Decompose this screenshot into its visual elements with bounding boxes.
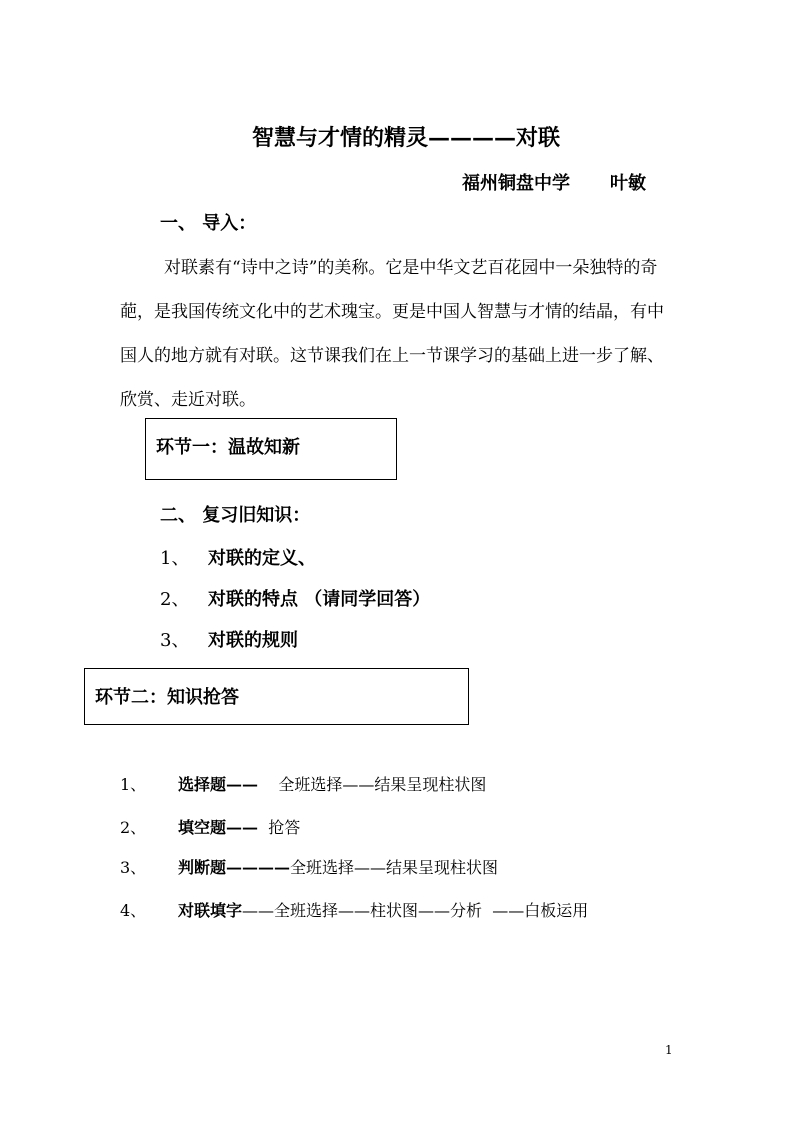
- quiz-item-number: 3、: [120, 858, 147, 877]
- quiz-item-desc: ——全班选择——柱状图——分析 ——白板运用: [242, 901, 589, 920]
- school-name: 福州铜盘中学: [462, 173, 570, 194]
- stage1-label: 环节一：温故知新: [156, 437, 300, 458]
- quiz-item-number: 2、: [120, 818, 147, 837]
- review-item-number: 1、: [160, 548, 190, 569]
- review-item: [160, 544, 316, 570]
- section-heading-review: 二、 复习旧知识：: [160, 505, 311, 526]
- review-item-number: 2、: [160, 589, 190, 610]
- quiz-item-desc: 全班选择——结果呈现柱状图: [258, 775, 487, 794]
- review-item: [160, 626, 298, 652]
- intro-paragraph: 对联素有“诗中之诗”的美称。它是中华文艺百花园中一朵独特的奇葩，是我国传统文化中的艺术瑰宝。更是中国人智慧与才情的结晶，有中国人的地方就有对联。这节课我们在上一节课学习的基础上进一步了解、欣赏、走近对联。: [120, 258, 664, 410]
- quiz-item-kind: 对联填字: [178, 901, 243, 920]
- quiz-item-desc: 全班选择——结果呈现柱状图: [290, 858, 499, 877]
- quiz-item: [120, 855, 498, 878]
- quiz-item-desc: 抢答: [258, 818, 301, 837]
- quiz-item-kind: 填空题——: [178, 818, 259, 837]
- quiz-item: [120, 815, 300, 838]
- stage2-box: [84, 668, 469, 725]
- stage1-box: [145, 418, 397, 480]
- stage2-label: 环节二：知识抢答: [95, 687, 239, 708]
- page-number: 1: [665, 1043, 673, 1057]
- quiz-item-number: 4、: [120, 901, 147, 920]
- section-heading-intro: 一、 导入：: [160, 213, 257, 234]
- review-item: [160, 585, 430, 611]
- quiz-item-kind: 判断题————: [178, 858, 291, 877]
- quiz-item-number: 1、: [120, 775, 147, 794]
- quiz-item-kind: 选择题——: [178, 775, 259, 794]
- review-item-text: 对联的特点 （请同学回答）: [208, 589, 431, 610]
- quiz-item: [120, 898, 588, 921]
- review-item-text: 对联的定义、: [208, 548, 316, 569]
- review-item-text: 对联的规则: [208, 630, 298, 651]
- review-item-number: 3、: [160, 630, 190, 651]
- document-title: 智慧与才情的精灵————对联: [251, 125, 560, 151]
- author-name: 叶敏: [610, 173, 646, 194]
- quiz-item: [120, 772, 486, 795]
- author-line: [462, 169, 646, 195]
